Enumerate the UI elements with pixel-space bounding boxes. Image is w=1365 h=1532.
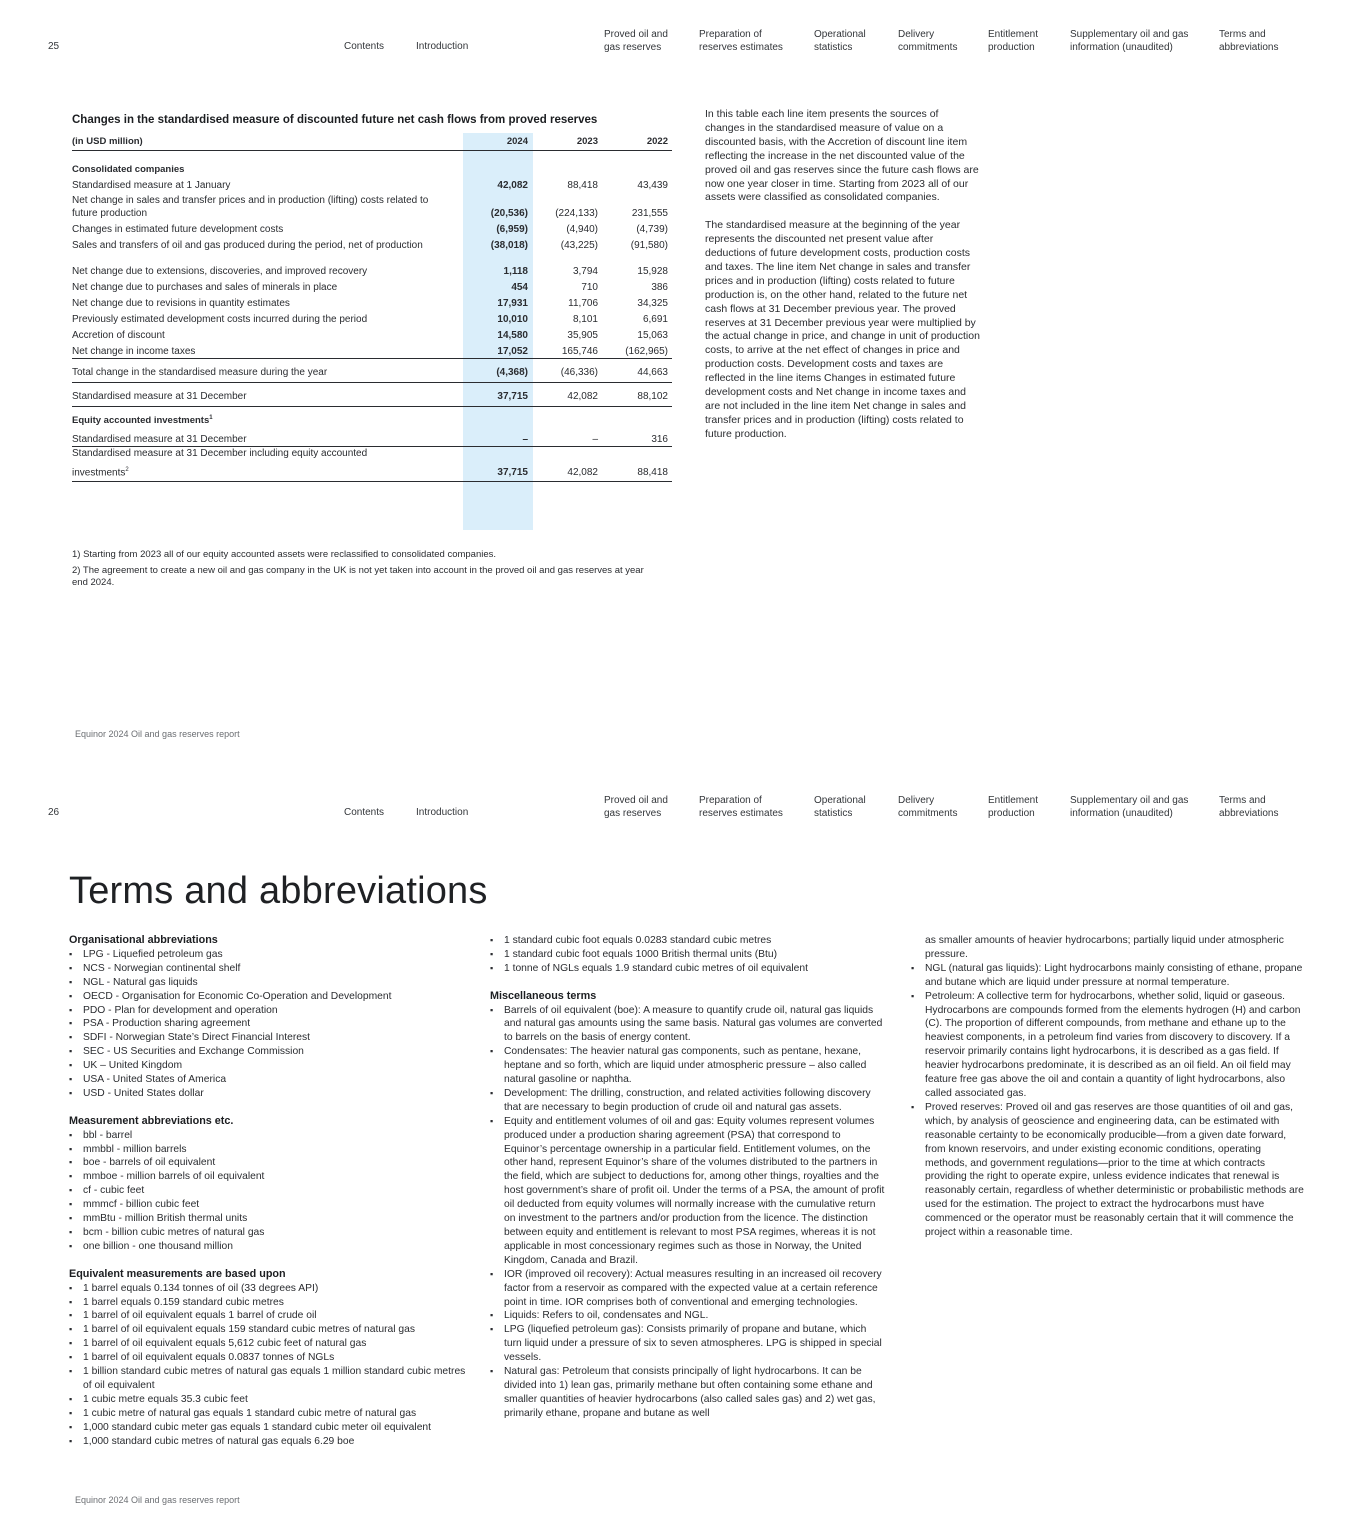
list-item: ▪ SDFI - Norwegian State’s Direct Financial Interest [69, 1031, 474, 1045]
list-item: ▪ bcm - billion cubic metres of natural gas [69, 1226, 474, 1240]
list-item: ▪ 1 barrel of oil equivalent equals 1 barrel of crude oil [69, 1309, 474, 1323]
value-2024: 17,052 [462, 342, 532, 358]
section-heading: Organisational abbreviations [69, 934, 218, 946]
table-row [72, 294, 672, 310]
nav-introduction[interactable]: Introduction [416, 41, 469, 52]
footnote-marker: 1 [209, 414, 213, 421]
value-2023: (4,940) [566, 224, 598, 235]
nav-label-line: gas reserves [604, 807, 662, 819]
top-navigation [0, 28, 1365, 58]
nav-label-line: Delivery [898, 29, 935, 40]
list-item: ▪ Condensates: The heavier natural gas components, such as pentane, hexane, heptane and so forth, which are liquid under atmospheric pressure – also called natural gasoline or naphtha. [490, 1045, 885, 1087]
equivalent-list-continued [490, 934, 885, 976]
explanatory-text [705, 108, 980, 456]
nav-label-line: Entitlement [988, 795, 1039, 806]
row-label: Net change due to extensions, discoveries, and improved recovery [72, 266, 368, 277]
nav-proved-reserves[interactable] [604, 795, 668, 820]
row-label-line [72, 464, 456, 479]
value-2023: 3,794 [572, 266, 598, 277]
value-2022: 43,439 [637, 180, 668, 191]
misc-terms-list-continued [911, 962, 1306, 1240]
nav-delivery[interactable] [898, 795, 957, 820]
row-label: Net change due to purchases and sales of minerals in place [72, 282, 338, 293]
nav-label-line: production [988, 807, 1035, 819]
list-item: ▪ mmmcf - billion cubic feet [69, 1198, 474, 1212]
value-2023: 11,706 [568, 298, 598, 309]
paragraph: In this table each line item presents the sources of changes in the standardised measure of value on a discounted basis, with the Accretion of discount line item reflecting the increase in the net discounted value of the proved oil and gas reserves since the future cash flows are now one year closer in time. Starting from 2023 all of our assets were classified as consolidated companies. [705, 108, 979, 204]
list-item: ▪ 1 barrel of oil equivalent equals 0.0837 tonnes of NGLs [69, 1351, 474, 1365]
value-2022: 15,928 [637, 266, 668, 277]
footnote: 2) The agreement to create a new oil and gas company in the UK is not yet taken into account in the proved oil and gas reserves at year end 2024. [72, 565, 644, 588]
list-item: ▪ cf - cubic feet [69, 1184, 474, 1198]
footnote: 1) Starting from 2023 all of our equity accounted assets were reclassified to consolidated companies. [72, 549, 497, 560]
nav-supplementary[interactable] [1070, 29, 1188, 54]
equity-heading [72, 406, 672, 430]
table-row [72, 192, 672, 220]
section-heading: Equivalent measurements are based upon [69, 1267, 286, 1280]
nav-label-line: production [988, 41, 1035, 53]
nav-label-line: Terms and [1219, 29, 1266, 40]
list-item: ▪ OECD - Organisation for Economic Co-Operation and Development [69, 990, 474, 1004]
value-2022: 6,691 [642, 314, 668, 325]
including-equity-row [72, 446, 672, 481]
list-item: ▪ 1 barrel of oil equivalent equals 5,612 cubic feet of natural gas [69, 1337, 474, 1351]
row-label: Net change in income taxes [72, 342, 462, 358]
nav-label-line: Operational [814, 29, 866, 40]
nav-preparation[interactable] [699, 29, 783, 54]
list-item: ▪ 1 standard cubic foot equals 1000 British thermal units (Btu) [490, 948, 885, 962]
row-label: Net change in sales and transfer prices and in production (lifting) costs related to future production [72, 195, 429, 219]
table-row [72, 342, 672, 358]
row-label [72, 446, 462, 481]
footer: Equinor 2024 Oil and gas reserves report [75, 729, 240, 739]
footer: Equinor 2024 Oil and gas reserves report [75, 1495, 240, 1505]
value-2022: 231,555 [631, 208, 668, 219]
list-item: ▪ NGL (natural gas liquids): Light hydrocarbons mainly consisting of ethane, propane and butane which are liquid under pressure at normal temperature. [911, 962, 1306, 990]
list-item: ▪ NGL - Natural gas liquids [69, 976, 474, 990]
list-item: ▪ 1 standard cubic foot equals 0.0283 standard cubic metres [490, 934, 885, 948]
terms-column-2 [490, 934, 885, 1421]
footnote-marker: 2 [125, 466, 129, 473]
list-item: ▪ mmBtu - million British thermal units [69, 1212, 474, 1226]
section-heading-row [72, 160, 672, 176]
row-label: Total change in the standardised measure during the year [72, 358, 462, 382]
list-item: ▪ one billion - one thousand million [69, 1240, 474, 1254]
nav-label-line: Proved oil and [604, 795, 668, 806]
nav-preparation[interactable] [699, 795, 783, 820]
list-item: ▪ 1 billion standard cubic metres of natural gas equals 1 million standard cubic metres of oil equivalent [69, 1365, 474, 1393]
value-2022: 15,063 [637, 330, 668, 341]
value-2022: 34,325 [637, 298, 668, 309]
value-2023: (46,336) [532, 358, 602, 382]
row-label: Accretion of discount [72, 330, 165, 341]
table-title: Changes in the standardised measure of discounted future net cash flows from proved reserves [72, 114, 598, 126]
year-end-row [72, 382, 672, 406]
measurement-list [69, 1129, 474, 1254]
list-item: ▪ Barrels of oil equivalent (boe): A measure to quantify crude oil, natural gas liquids and natural gas amounts using the same basis. Natural gas volumes are converted to barrels on the basis of energy content. [490, 1004, 885, 1046]
page-title: Terms and abbreviations [69, 870, 488, 912]
table-row [72, 310, 672, 326]
list-item: ▪ 1 cubic metre equals 35.3 cubic feet [69, 1393, 474, 1407]
page-number: 26 [48, 807, 60, 818]
list-item: ▪ NCS - Norwegian continental shelf [69, 962, 474, 976]
table-row [72, 220, 672, 236]
value-2024: 17,931 [497, 298, 528, 309]
list-item: ▪ bbl - barrel [69, 1129, 474, 1143]
row-label: Standardised measure at 31 December [72, 382, 462, 406]
nav-contents[interactable]: Contents [344, 41, 385, 52]
nav-label-line: abbreviations [1219, 41, 1279, 53]
list-item: ▪ 1 barrel equals 0.134 tonnes of oil (33 degrees API) [69, 1282, 474, 1296]
section-heading: Measurement abbreviations etc. [69, 1114, 234, 1127]
table-row [72, 236, 672, 252]
nav-delivery[interactable] [898, 29, 957, 54]
list-item: ▪ Equity and entitlement volumes of oil and gas: Equity volumes represent volumes produced under a production sharing agreement (PSA) that correspond to Equinor’s percentage ownership in a particular field. Entitlement volumes, on the other hand, represent Equinor’s share of the volumes distributed to the partners in the field, which are subject to deductions for, among other things, royalties and the host government’s share of profit oil. Under the terms of a PSA, the amount of profit oil deducted from equity volumes will normally increase with the cumulative return on investment to the partners and/or production from the licence. The distinction between equity and entitlement is relevant to most PSA regimes, whereas it is not applicable in most concessionary regimes such as those in Norway, the United Kingdom, Canada and Brazil. [490, 1115, 885, 1268]
section-heading: Miscellaneous terms [490, 989, 597, 1002]
nav-terms[interactable] [1219, 795, 1278, 820]
value-2023: – [532, 430, 602, 446]
consolidated-heading: Consolidated companies [72, 164, 185, 175]
nav-label-line: reserves estimates [699, 41, 783, 53]
col-2024: 2024 [462, 133, 532, 150]
list-item: ▪ Liquids: Refers to oil, condensates and NGL. [490, 1309, 885, 1323]
nav-label-line: statistics [814, 807, 853, 819]
value-2023: 42,082 [532, 382, 602, 406]
table-row [72, 176, 672, 192]
value-2022: (162,965) [602, 342, 672, 358]
page-number: 25 [48, 41, 60, 52]
nav-introduction[interactable]: Introduction [416, 807, 469, 818]
spacer-row [72, 252, 672, 262]
row-label: Standardised measure at 31 December [72, 430, 462, 446]
continued-text: as smaller amounts of heavier hydrocarbons; partially liquid under atmospheric pressure. [925, 935, 1284, 960]
spacer-row [72, 150, 672, 160]
equity-row [72, 430, 672, 446]
nav-proved-reserves[interactable] [604, 29, 668, 54]
nav-operational[interactable] [814, 795, 866, 820]
nav-label-line: Supplementary oil and gas [1070, 29, 1189, 40]
value-2023: 8,101 [572, 314, 598, 325]
col-2023: 2023 [532, 133, 602, 150]
nav-label-line: Supplementary oil and gas [1070, 795, 1189, 806]
value-2022: 386 [651, 282, 668, 293]
equivalent-list [69, 1282, 474, 1449]
list-item: ▪ USD - United States dollar [69, 1087, 474, 1101]
row-label: Previously estimated development costs incurred during the period [72, 314, 368, 325]
table-row [72, 326, 672, 342]
row-label: Standardised measure at 1 January [72, 180, 231, 191]
nav-entitlement[interactable] [988, 29, 1038, 54]
equity-heading-text: Equity accounted investments [72, 415, 210, 426]
nav-label-line: Operational [814, 795, 866, 806]
value-2022: 88,102 [602, 382, 672, 406]
list-item: ▪ mmboe - million barrels of oil equivalent [69, 1170, 474, 1184]
nav-label-line: Preparation of [699, 795, 762, 806]
list-item: ▪ 1 tonne of NGLs equals 1.9 standard cubic metres of oil equivalent [490, 962, 885, 976]
list-item: ▪ Natural gas: Petroleum that consists principally of light hydrocarbons. It can be divided into 1) lean gas, primarily methane but often containing some ethane and smaller quantities of heavier hydrocarbons (also called sales gas) and 2) wet gas, primarily ethane, propane and butane as well [490, 1365, 885, 1421]
cash-flow-table [72, 133, 672, 482]
value-2024: (20,536) [490, 208, 528, 219]
nav-label-line: reserves estimates [699, 807, 783, 819]
list-item: ▪ LPG (liquefied petroleum gas): Consists primarily of propane and butane, which turn liquid under a pressure of six to seven atmospheres. LPG is shipped in special vessels. [490, 1323, 885, 1365]
value-2024: – [462, 430, 532, 446]
list-item: ▪ PSA - Production sharing agreement [69, 1017, 474, 1031]
top-navigation [0, 794, 1365, 824]
org-abbreviation-list [69, 948, 474, 1101]
list-item: ▪ UK – United Kingdom [69, 1059, 474, 1073]
value-2024: 37,715 [462, 446, 532, 481]
terms-column-1 [69, 934, 474, 1449]
value-2023: 88,418 [567, 180, 598, 191]
nav-terms[interactable] [1219, 29, 1278, 54]
section-gap [69, 1254, 474, 1268]
nav-label-line: Delivery [898, 795, 935, 806]
list-item: ▪ mmbbl - million barrels [69, 1143, 474, 1157]
row-label-line: Standardised measure at 31 December including equity accounted [72, 447, 368, 459]
value-2023: (43,225) [560, 240, 598, 251]
page-26 [0, 766, 1365, 1532]
nav-label-line: Proved oil and [604, 29, 668, 40]
value-2022: (4,739) [636, 224, 668, 235]
nav-label-line: information (unaudited) [1070, 807, 1173, 819]
spacer-cell [72, 150, 672, 160]
nav-supplementary[interactable] [1070, 795, 1188, 820]
row-label-text: investments [72, 466, 126, 478]
list-item: ▪ Development: The drilling, construction, and related activities following discovery that are necessary to begin production of crude oil and natural gas assets. [490, 1087, 885, 1115]
nav-label-line: Preparation of [699, 29, 762, 40]
list-item: ▪ PDO - Plan for development and operation [69, 1004, 474, 1018]
col-2022: 2022 [602, 133, 672, 150]
list-item: ▪ 1,000 standard cubic meter gas equals 1 standard cubic meter oil equivalent [69, 1421, 474, 1435]
nav-label-line: commitments [898, 807, 958, 819]
value-2022: 316 [602, 430, 672, 446]
section-gap [490, 976, 885, 990]
value-2023: 42,082 [532, 446, 602, 481]
nav-label-line: Terms and [1219, 795, 1266, 806]
nav-label-line: commitments [898, 41, 958, 53]
row-label: Sales and transfers of oil and gas produced during the period, net of production [72, 240, 423, 251]
value-2024: 14,580 [497, 330, 528, 341]
list-item: ▪ 1,000 standard cubic metres of natural gas equals 6.29 boe [69, 1435, 474, 1449]
nav-operational[interactable] [814, 29, 866, 54]
list-item: ▪ LPG - Liquefied petroleum gas [69, 948, 474, 962]
nav-entitlement[interactable] [988, 795, 1038, 820]
value-2023: 710 [581, 282, 598, 293]
nav-label-line: information (unaudited) [1070, 41, 1173, 53]
list-item: ▪ Petroleum: A collective term for hydrocarbons, whether solid, liquid or gaseous. Hydrocarbons are compounds formed from the elements hydrogen (H) and carbon (C). The proportion of different compounds, from methane and ethane up to the heaviest components, in a petroleum find varies from discovery to discovery. If a reservoir primarily contains light hydrocarbons, it is described as a gas field. If heavier hydrocarbons predominate, it is described as an oil field. An oil field may feature free gas above the oil and contain a quantity of light hydrocarbons, also called associated gas. [911, 990, 1306, 1101]
list-item: ▪ Proved reserves: Proved oil and gas reserves are those quantities of oil and gas, which, by analysis of geoscience and engineering data, can be estimated with reasonable certainty to be economically producible—from a given date forward, from known reservoirs, and under existing economic conditions, operating methods, and government regulations—prior to the time at which contracts providing the right to operate expire, unless evidence indicates that renewal is reasonably certain, regardless of whether deterministic or probabilistic methods are used for the estimation. The project to extract the hydrocarbons must have commenced or the operator must be reasonably certain that it will commence the project within a reasonable time. [911, 1101, 1306, 1240]
row-label: Net change due to revisions in quantity estimates [72, 298, 290, 309]
unit-label: (in USD million) [72, 133, 462, 150]
total-change-row [72, 358, 672, 382]
value-2024: 454 [511, 282, 528, 293]
table-header-row [72, 133, 672, 150]
value-2022: 44,663 [602, 358, 672, 382]
value-2024: 10,010 [497, 314, 528, 325]
value-2023: (224,133) [555, 208, 598, 219]
nav-label-line: Entitlement [988, 29, 1039, 40]
list-item: ▪ 1 barrel of oil equivalent equals 159 standard cubic metres of natural gas [69, 1323, 474, 1337]
nav-label-line: statistics [814, 41, 853, 53]
value-2024: (4,368) [462, 358, 532, 382]
section-gap [69, 1101, 474, 1115]
value-2024: (38,018) [490, 240, 528, 251]
nav-label-line: gas reserves [604, 41, 662, 53]
value-2023: 165,746 [532, 342, 602, 358]
table-row [72, 278, 672, 294]
list-item: ▪ boe - barrels of oil equivalent [69, 1156, 474, 1170]
list-item: ▪ SEC - US Securities and Exchange Commission [69, 1045, 474, 1059]
list-item: ▪ IOR (improved oil recovery): Actual measures resulting in an increased oil recovery factor from a reservoir as compared with the expected value at a certain reference point in time. IOR comprises both of conventional and emerging technologies. [490, 1268, 885, 1310]
table-row [72, 262, 672, 278]
nav-contents[interactable]: Contents [344, 807, 385, 818]
footnotes [72, 549, 652, 593]
value-2022: 88,418 [602, 446, 672, 481]
value-2023: 35,905 [567, 330, 598, 341]
value-2024: 37,715 [462, 382, 532, 406]
nav-label-line: abbreviations [1219, 807, 1279, 819]
section-heading-row [72, 406, 672, 430]
value-2024: (6,959) [496, 224, 528, 235]
misc-terms-list [490, 1004, 885, 1421]
value-2022: (91,580) [630, 240, 668, 251]
list-item: ▪ 1 cubic metre of natural gas equals 1 standard cubic metre of natural gas [69, 1407, 474, 1421]
value-2024: 1,118 [503, 266, 528, 277]
list-item: ▪ USA - United States of America [69, 1073, 474, 1087]
terms-column-3 [911, 934, 1306, 1240]
paragraph: The standardised measure at the beginning of the year represents the discounted net present value after deductions of future development costs, production costs and taxes. The line item Net change in sales and transfer prices and in production (lifting) costs related to future production is, on the other hand, related to the future net cash flows at 31 December previous year. The proved reserves at 31 December previous year were multiplied by the actual change in price, and change in unit of production costs, to arrive at the net effect of changes in price and production costs. Development costs and taxes are reflected in the line items Changes in estimated future development costs and Net change in income taxes and are not included in the line item Net change in sales and transfer prices and in production (lifting) costs related to future production. [705, 219, 980, 440]
spacer-cell [72, 252, 672, 262]
value-2024: 42,082 [497, 180, 528, 191]
row-label: Changes in estimated future development costs [72, 224, 284, 235]
list-item: ▪ 1 barrel equals 0.159 standard cubic metres [69, 1296, 474, 1310]
